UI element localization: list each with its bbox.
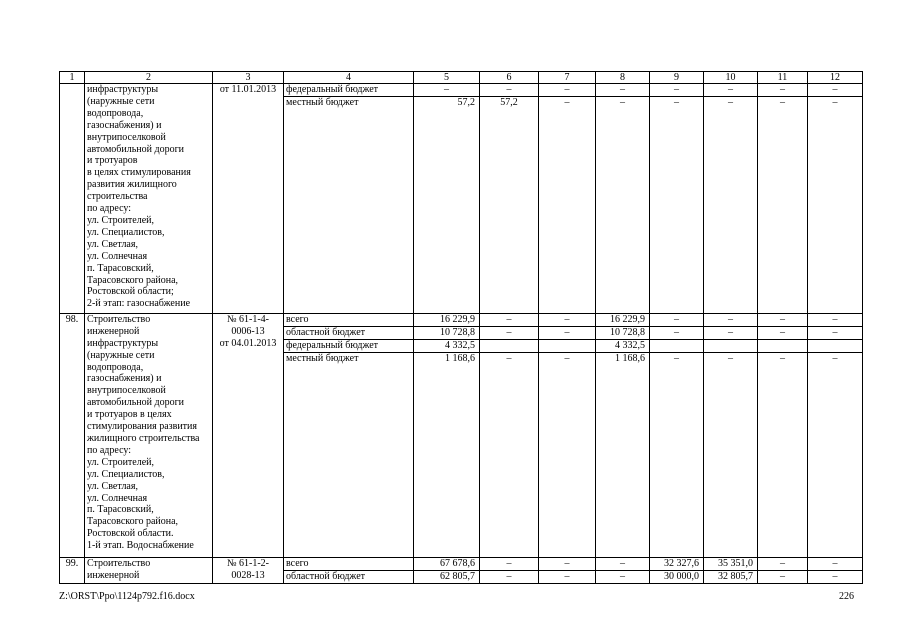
value-cell: 1 168,6 — [596, 352, 650, 557]
column-number-header: 5 — [414, 72, 480, 84]
value-cell: – — [758, 84, 808, 97]
object-name: Строительство инженерной — [85, 557, 213, 583]
column-number-header: 11 — [758, 72, 808, 84]
object-name: инфраструктуры (наружные сети водопровода, газоснабжения) и внутрипоселковой автомобильной дороги и тротуаров в целях стимулирования развития жилищного строительства по адресу: ул. Строителей, ул. Специалистов, ул. Светлая, ул. Солнечная п. Тарасовский, Тарасовского района, Ростовской области; 2-й этап: газоснабжение — [85, 84, 213, 314]
value-cell — [704, 339, 758, 352]
value-cell: – — [650, 313, 704, 326]
column-number-header: 4 — [284, 72, 414, 84]
funding-source: местный бюджет — [284, 96, 414, 313]
value-cell: – — [596, 96, 650, 313]
value-cell: 35 351,0 — [704, 557, 758, 570]
value-cell: – — [704, 84, 758, 97]
row-number — [60, 84, 85, 314]
value-cell: – — [704, 96, 758, 313]
table-row — [60, 313, 863, 326]
value-cell: – — [480, 326, 539, 339]
funding-source: федеральный бюджет — [284, 339, 414, 352]
value-cell — [808, 339, 863, 352]
column-number-header: 1 — [60, 72, 85, 84]
value-cell: – — [650, 96, 704, 313]
value-cell: 4 332,5 — [596, 339, 650, 352]
document-reference: № 61-1-4- 0006-13 от 04.01.2013 — [213, 313, 284, 557]
value-cell: – — [704, 313, 758, 326]
column-number-header: 9 — [650, 72, 704, 84]
footer-page-number: 226 — [839, 591, 854, 602]
value-cell: 32 327,6 — [650, 557, 704, 570]
table-row — [60, 557, 863, 570]
value-cell: 16 229,9 — [414, 313, 480, 326]
value-cell: – — [758, 313, 808, 326]
value-cell: – — [704, 352, 758, 557]
funding-source: федеральный бюджет — [284, 84, 414, 97]
value-cell: – — [480, 313, 539, 326]
document-reference: № 61-1-2- 0028-13 — [213, 557, 284, 583]
value-cell: 57,2 — [480, 96, 539, 313]
value-cell: – — [758, 570, 808, 583]
value-cell: – — [808, 326, 863, 339]
value-cell: – — [758, 96, 808, 313]
value-cell: – — [480, 570, 539, 583]
column-number-header: 6 — [480, 72, 539, 84]
table-row — [60, 84, 863, 97]
value-cell: – — [539, 96, 596, 313]
column-number-header: 12 — [808, 72, 863, 84]
value-cell: – — [596, 570, 650, 583]
value-cell: – — [414, 84, 480, 97]
column-number-header: 2 — [85, 72, 213, 84]
value-cell: 62 805,7 — [414, 570, 480, 583]
value-cell: 1 168,6 — [414, 352, 480, 557]
footer-file-path: Z:\ORST\Ppo\1124p792.f16.docx — [59, 591, 195, 602]
value-cell: – — [596, 557, 650, 570]
value-cell: – — [539, 313, 596, 326]
data-table — [59, 71, 863, 584]
value-cell — [758, 339, 808, 352]
value-cell: – — [650, 326, 704, 339]
header-row — [60, 72, 863, 84]
value-cell: – — [539, 570, 596, 583]
value-cell: 32 805,7 — [704, 570, 758, 583]
column-number-header: 10 — [704, 72, 758, 84]
funding-source: всего — [284, 313, 414, 326]
column-number-header: 7 — [539, 72, 596, 84]
value-cell: – — [539, 326, 596, 339]
value-cell: – — [539, 352, 596, 557]
value-cell: – — [758, 557, 808, 570]
value-cell: – — [650, 84, 704, 97]
value-cell: – — [539, 557, 596, 570]
value-cell: – — [480, 84, 539, 97]
column-number-header: 8 — [596, 72, 650, 84]
value-cell: – — [480, 352, 539, 557]
value-cell: – — [808, 557, 863, 570]
value-cell — [480, 339, 539, 352]
value-cell: 4 332,5 — [414, 339, 480, 352]
value-cell: – — [808, 352, 863, 557]
value-cell: – — [808, 96, 863, 313]
value-cell: 57,2 — [414, 96, 480, 313]
value-cell: – — [596, 84, 650, 97]
value-cell: – — [704, 326, 758, 339]
value-cell: 30 000,0 — [650, 570, 704, 583]
row-number: 99. — [60, 557, 85, 583]
object-name: Строительство инженерной инфраструктуры (наружные сети водопровода, газоснабжения) и внутрипоселковой автомобильной дороги и тротуаров в целях стимулирования развития жилищного строительства по адресу: ул. Строителей, ул. Специалистов, ул. Светлая, ул. Солнечная п. Тарасовский, Тарасовского района, Ростовской области. 1-й этап. Водоснабжение — [85, 313, 213, 557]
value-cell: – — [808, 84, 863, 97]
value-cell — [650, 339, 704, 352]
value-cell — [539, 339, 596, 352]
value-cell: 67 678,6 — [414, 557, 480, 570]
value-cell: – — [758, 352, 808, 557]
value-cell: – — [480, 557, 539, 570]
value-cell: – — [808, 570, 863, 583]
funding-source: областной бюджет — [284, 326, 414, 339]
value-cell: 10 728,8 — [596, 326, 650, 339]
value-cell: 10 728,8 — [414, 326, 480, 339]
funding-source: областной бюджет — [284, 570, 414, 583]
value-cell: – — [758, 326, 808, 339]
value-cell: – — [539, 84, 596, 97]
funding-source: местный бюджет — [284, 352, 414, 557]
value-cell: 16 229,9 — [596, 313, 650, 326]
value-cell: – — [808, 313, 863, 326]
value-cell: – — [650, 352, 704, 557]
funding-source: всего — [284, 557, 414, 570]
column-number-header: 3 — [213, 72, 284, 84]
row-number: 98. — [60, 313, 85, 557]
document-reference: от 11.01.2013 — [213, 84, 284, 314]
